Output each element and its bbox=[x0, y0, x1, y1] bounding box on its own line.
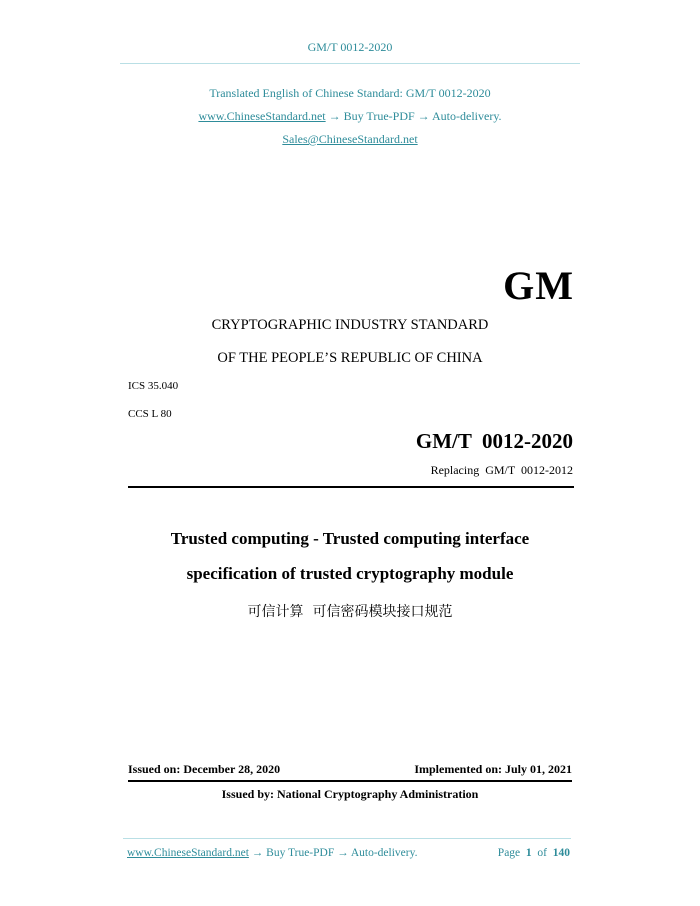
of-word: of bbox=[537, 847, 547, 859]
implemented-date: Implemented on: July 01, 2021 bbox=[414, 762, 572, 776]
ics-code: ICS 35.040 bbox=[128, 380, 179, 392]
footer-divider bbox=[123, 838, 571, 839]
translation-notice: Translated English of Chinese Standard: GM/T 0012-2020 bbox=[209, 86, 491, 100]
title-chinese: 可信计算 可信密码模块接口规范 bbox=[247, 604, 453, 620]
title-divider bbox=[128, 486, 574, 488]
sales-email-row bbox=[0, 132, 700, 147]
gm-logo: GM bbox=[503, 263, 574, 308]
footer-links bbox=[127, 847, 417, 859]
dates-divider bbox=[128, 780, 572, 782]
standard-type-line1: CRYPTOGRAPHIC INDUSTRY STANDARD bbox=[211, 317, 489, 333]
issued-by: Issued by: National Cryptography Administration bbox=[221, 787, 479, 801]
sales-email-link[interactable]: Sales@ChineseStandard.net bbox=[282, 132, 418, 146]
header-doc-code: GM/T 0012-2020 bbox=[307, 40, 393, 54]
title-line2: specification of trusted cryptography module bbox=[186, 564, 514, 583]
page-total: 140 bbox=[552, 847, 570, 859]
ccs-code: CCS L 80 bbox=[128, 408, 172, 420]
chinesestandard-link[interactable]: www.ChineseStandard.net bbox=[198, 109, 326, 123]
title-line1: Trusted computing - Trusted computing interface bbox=[170, 529, 530, 548]
page-word: Page bbox=[497, 847, 521, 859]
translation-links bbox=[0, 109, 700, 124]
standard-type-line2: OF THE PEOPLE’S REPUBLIC OF CHINA bbox=[217, 350, 483, 366]
standard-number: GM/T 0012-2020 bbox=[415, 429, 573, 453]
page-number: 1 bbox=[525, 847, 532, 859]
issued-date: Issued on: December 28, 2020 bbox=[128, 762, 281, 776]
footer-buy-notice: → Buy True-PDF → Auto-delivery. bbox=[248, 847, 418, 859]
header-divider bbox=[120, 63, 580, 64]
page-counter bbox=[498, 847, 570, 859]
replacing-note: Replacing GM/T 0012-2012 bbox=[430, 463, 573, 477]
footer-site-link[interactable]: www.ChineseStandard.net bbox=[127, 847, 249, 859]
buy-notice: → Buy True-PDF → Auto-delivery. bbox=[325, 109, 502, 123]
